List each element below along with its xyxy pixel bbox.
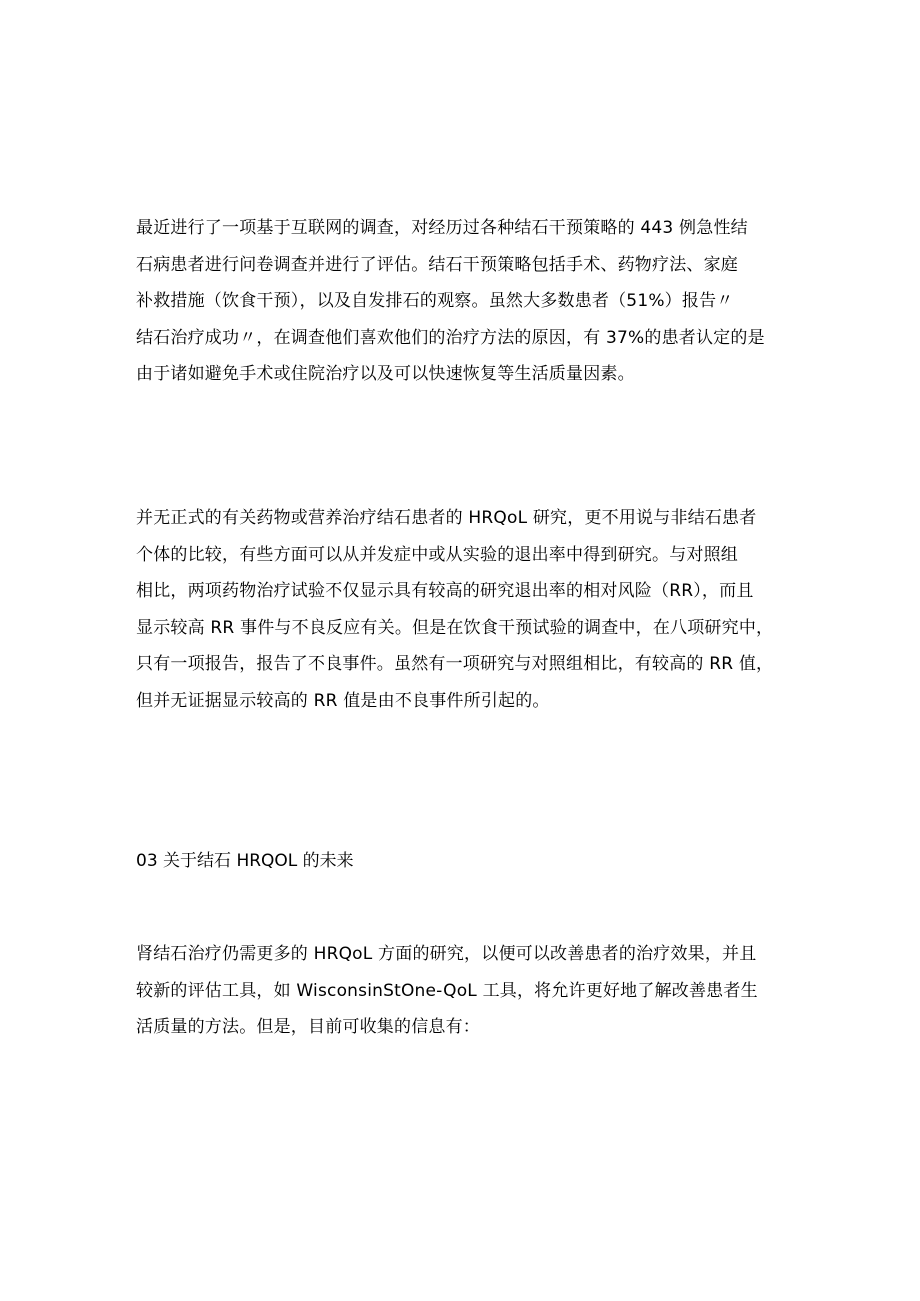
paragraph-line: 个体的比较，有些方面可以从并发症中或从实验的退出率中得到研究。与对照组	[136, 544, 738, 565]
paragraph-line: 结石治疗成功〃，在调查他们喜欢他们的治疗方法的原因，有 37%的患者认定的是	[136, 327, 765, 348]
paragraph-hrqol-studies	[136, 500, 796, 719]
paragraph-line: 补救措施（饮食干预），以及自发排石的观察。虽然大多数患者（51%）报告〃	[136, 291, 734, 311]
paragraph-line: 显示较高 RR 事件与不良反应有关。但是在饮食干预试验的调查中，在八项研究中，	[136, 617, 774, 638]
paragraph-line: 肾结石治疗仍需更多的 HRQoL 方面的研究，以便可以改善患者的治疗效果，并且	[136, 944, 757, 964]
paragraph-future	[136, 936, 796, 1046]
paragraph-line: 并无正式的有关药物或营养治疗结石患者的 HRQoL 研究，更不用说与非结石患者	[136, 508, 757, 528]
section-heading: 03 关于结石 HRQOL 的未来	[136, 851, 354, 871]
paragraph-line: 石病患者进行问卷调查并进行了评估。结石干预策略包括手术、药物疗法、家庭	[136, 254, 738, 275]
paragraph-line: 较新的评估工具，如 WisconsinStOne-QoL 工具，将允许更好地了解改善患者生	[136, 980, 758, 1001]
paragraph-line: 相比，两项药物治疗试验不仅显示具有较高的研究退出率的相对风险（RR），而且	[136, 581, 754, 601]
paragraph-survey	[136, 210, 796, 393]
paragraph-line: 由于诸如避免手术或住院治疗以及可以快速恢复等生活质量因素。	[136, 364, 635, 384]
paragraph-line: 但并无证据显示较高的 RR 值是由不良事件所引起的。	[136, 690, 550, 711]
paragraph-line: 活质量的方法。但是，目前可收集的信息有：	[136, 1017, 480, 1037]
paragraph-line: 只有一项报告，报告了不良事件。虽然有一项研究与对照组相比，有较高的 RR 值，	[136, 654, 774, 674]
paragraph-line: 最近进行了一项基于互联网的调查，对经历过各种结石干预策略的 443 例急性结	[136, 218, 748, 238]
